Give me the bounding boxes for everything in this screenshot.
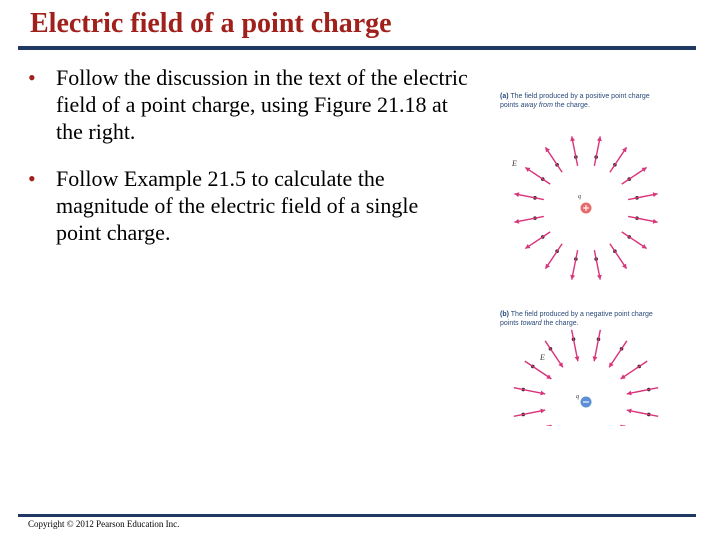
- field-arrow-shaft: [627, 410, 658, 416]
- negative-charge-field: [514, 330, 658, 426]
- field-diagram: [490, 86, 670, 426]
- field-arrow-shaft: [525, 167, 550, 184]
- field-arrow-shaft: [514, 388, 545, 394]
- bullet-marker: •: [28, 65, 36, 90]
- panel-b-caption-emphasis: toward: [520, 320, 542, 327]
- panel-a-caption-end: the charge.: [552, 102, 590, 109]
- copyright-notice: Copyright © 2012 Pearson Education Inc.: [28, 519, 180, 529]
- field-arrow-shaft: [545, 341, 563, 368]
- field-arrow-head: [570, 275, 575, 280]
- title-underline: [18, 46, 696, 50]
- field-arrow-head: [570, 136, 575, 141]
- field-arrow-shaft: [594, 136, 600, 165]
- field-arrow-shaft: [572, 136, 578, 165]
- field-arrow-head: [575, 356, 580, 361]
- bullet-text: Follow the discussion in the text of the electric field of a point charge, using Figure 21.18 at the right.: [56, 65, 468, 144]
- panel-a-field-symbol: E: [512, 159, 517, 168]
- field-arrow-shaft: [628, 194, 657, 200]
- panel-b-caption-text: The field produced by a negative point charge points: [500, 311, 653, 327]
- field-arrow-shaft: [594, 250, 600, 279]
- field-arrow-head: [514, 192, 519, 197]
- bullet-text: Follow Example 21.5 to calculate the magnitude of the electric field of a single point charge.: [56, 166, 419, 245]
- field-arrow-shaft: [627, 388, 658, 394]
- bullet-item: [28, 165, 468, 246]
- bullet-marker: •: [28, 166, 36, 191]
- field-arrow-shaft: [609, 341, 627, 368]
- field-arrow-shaft: [594, 330, 600, 361]
- bullet-item: [28, 64, 468, 145]
- panel-b-label: (b): [500, 311, 509, 318]
- field-arrow-head: [546, 425, 551, 426]
- bullet-list: [28, 64, 468, 266]
- field-arrow-head: [653, 219, 658, 224]
- panel-a-label: (a): [500, 93, 509, 100]
- panel-a-caption-emphasis: away from: [520, 102, 553, 109]
- footer-rule: [18, 514, 696, 517]
- field-arrow-head: [593, 356, 598, 361]
- field-arrow-shaft: [525, 232, 550, 249]
- field-arrow-head: [627, 409, 632, 414]
- field-arrow-shaft: [572, 250, 578, 279]
- panel-b-caption-end: the charge.: [541, 320, 579, 327]
- field-arrow-shaft: [514, 410, 545, 416]
- field-arrow-head: [627, 391, 632, 396]
- panel-b-field-symbol: E: [540, 353, 545, 362]
- field-arrow-head: [653, 192, 658, 197]
- positive-charge-field: [514, 136, 657, 279]
- point-charge-field-figure: [490, 86, 670, 426]
- panel-b-charge-label: q: [576, 394, 579, 400]
- slide-title: Electric field of a point charge: [30, 8, 392, 39]
- field-arrow-shaft: [622, 232, 647, 249]
- field-arrow-head: [597, 136, 602, 141]
- field-arrow-head: [540, 409, 545, 414]
- panel-a-caption-text: The field produced by a positive point charge points: [500, 93, 650, 109]
- field-arrow-head: [514, 219, 519, 224]
- field-arrow-head: [621, 425, 626, 426]
- field-arrow-shaft: [621, 361, 648, 379]
- field-arrow-shaft: [622, 167, 647, 184]
- field-arrow-shaft: [572, 330, 578, 361]
- field-arrow-head: [540, 391, 545, 396]
- panel-a-charge-label: q: [578, 194, 581, 200]
- field-arrow-head: [597, 275, 602, 280]
- field-arrow-shaft: [628, 216, 657, 222]
- field-arrow-shaft: [525, 361, 552, 379]
